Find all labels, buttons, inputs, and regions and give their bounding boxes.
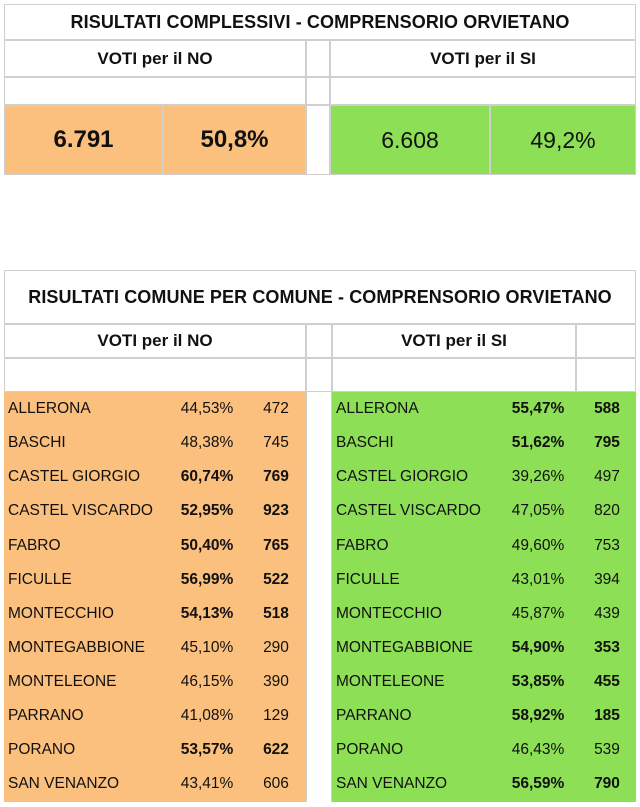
- no-votes-cell: 290: [263, 639, 289, 656]
- comuni-si-header: VOTI per il SI: [332, 324, 576, 358]
- comune-name-si: ALLERONA: [336, 400, 419, 417]
- comune-name-si: SAN VENANZO: [336, 775, 448, 792]
- comune-name-si: MONTECCHIO: [336, 605, 442, 622]
- comuni-spacer-si-extra: [576, 358, 636, 392]
- si-votes-cell: 455: [594, 673, 620, 690]
- summary-si-header: VOTI per il SI: [330, 40, 636, 77]
- si-pct-cell: 51,62%: [511, 434, 565, 451]
- si-votes-cell: 539: [594, 741, 620, 758]
- comuni-gap-header: [306, 324, 332, 358]
- si-pct-cell: 49,60%: [511, 536, 565, 554]
- comune-name-si: MONTELEONE: [336, 673, 445, 690]
- no-pct-cell: 54,13%: [180, 605, 234, 622]
- comune-name-si: CASTEL GIORGIO: [336, 468, 469, 485]
- si-votes-cell: 790: [594, 775, 620, 792]
- si-pct-cell: 58,92%: [511, 707, 565, 724]
- comuni-no-header: VOTI per il NO: [4, 324, 306, 358]
- no-pct-cell: 46,15%: [180, 673, 234, 690]
- si-pct-cell: 39,26%: [511, 468, 565, 485]
- comune-name-no: MONTECCHIO: [8, 605, 114, 622]
- comuni-spacer-si: [332, 358, 576, 392]
- comuni-title: RISULTATI COMUNE PER COMUNE - COMPRENSORIO ORVIETANO: [4, 270, 636, 324]
- no-pct-cell: 56,99%: [180, 571, 234, 588]
- comune-name-si: PORANO: [336, 741, 404, 758]
- si-votes-cell: 820: [594, 502, 620, 519]
- summary-spacer-si: [330, 77, 636, 105]
- no-pct-cell: 45,10%: [180, 639, 234, 656]
- no-votes-cell: 390: [263, 673, 289, 690]
- si-votes-cell: 795: [594, 434, 620, 451]
- si-votes-cell: 185: [594, 707, 620, 724]
- comune-name-no: CASTEL VISCARDO: [8, 502, 153, 519]
- si-pct-cell: 46,43%: [511, 741, 565, 758]
- si-pct-cell: 55,47%: [511, 400, 565, 417]
- summary-no-pct: 50,8%: [163, 105, 306, 175]
- no-votes-cell: 923: [263, 502, 289, 519]
- summary-gap-header: [306, 40, 330, 77]
- comune-name-si: MONTEGABBIONE: [336, 639, 473, 656]
- summary-spacer-no: [4, 77, 306, 105]
- comune-name-no: FABRO: [8, 536, 61, 554]
- no-votes-cell: 765: [263, 536, 289, 554]
- si-pct-cell: 53,85%: [511, 673, 565, 690]
- summary-si-votes: 6.608: [330, 105, 490, 175]
- si-pct-cell: 56,59%: [511, 775, 565, 792]
- no-votes-cell: 622: [263, 741, 289, 758]
- no-pct-cell: 60,74%: [180, 468, 234, 485]
- summary-si-pct: 49,2%: [490, 105, 636, 175]
- summary-no-header: VOTI per il NO: [4, 40, 306, 77]
- comune-name-si: PARRANO: [336, 707, 412, 724]
- comune-name-no: PARRANO: [8, 707, 84, 724]
- no-pct-cell: 53,57%: [180, 741, 234, 758]
- si-votes-cell: 588: [594, 400, 620, 417]
- comune-name-no: MONTEGABBIONE: [8, 639, 145, 656]
- no-votes-cell: 129: [263, 707, 289, 724]
- comune-name-si: BASCHI: [336, 434, 394, 451]
- comuni-spacer-gap: [306, 358, 332, 392]
- summary-gap-values: [306, 105, 330, 175]
- si-pct-cell: 47,05%: [511, 502, 565, 519]
- comune-name-no: PORANO: [8, 741, 76, 758]
- no-votes-cell: 472: [263, 400, 289, 417]
- comune-name-no: CASTEL GIORGIO: [8, 468, 141, 485]
- si-pct-cell: 54,90%: [511, 639, 565, 656]
- comuni-gap-column: [306, 392, 332, 802]
- no-votes-cell: 522: [263, 571, 289, 588]
- no-votes-cell: 606: [263, 775, 289, 792]
- comune-name-no: ALLERONA: [8, 400, 91, 417]
- si-votes-cell: 497: [594, 468, 620, 485]
- si-votes-cell: 353: [594, 639, 620, 656]
- comune-name-no: BASCHI: [8, 434, 66, 451]
- summary-no-votes: 6.791: [4, 105, 163, 175]
- comuni-spacer-no: [4, 358, 306, 392]
- summary-spacer-gap: [306, 77, 330, 105]
- no-pct-cell: 41,08%: [180, 707, 234, 724]
- si-pct-cell: 43,01%: [511, 571, 565, 588]
- comune-name-si: FICULLE: [336, 571, 400, 588]
- no-pct-cell: 50,40%: [180, 536, 234, 554]
- si-votes-cell: 439: [594, 605, 620, 622]
- comune-name-no: FICULLE: [8, 571, 72, 588]
- no-pct-cell: 43,41%: [180, 775, 234, 792]
- no-pct-cell: 44,53%: [180, 400, 234, 417]
- si-votes-cell: 753: [594, 536, 620, 554]
- no-pct-cell: 48,38%: [180, 434, 234, 451]
- comune-name-si: CASTEL VISCARDO: [336, 502, 481, 519]
- summary-title: RISULTATI COMPLESSIVI - COMPRENSORIO ORVIETANO: [4, 4, 636, 40]
- comuni-si-header-extra: [576, 324, 636, 358]
- no-votes-cell: 518: [263, 605, 289, 622]
- no-votes-cell: 769: [263, 468, 289, 485]
- si-pct-cell: 45,87%: [511, 605, 565, 622]
- comune-name-no: MONTELEONE: [8, 673, 117, 690]
- no-votes-cell: 745: [263, 434, 289, 451]
- comune-name-si: FABRO: [336, 536, 389, 554]
- no-pct-cell: 52,95%: [180, 502, 234, 519]
- si-votes-cell: 394: [594, 571, 620, 588]
- comune-name-no: SAN VENANZO: [8, 775, 120, 792]
